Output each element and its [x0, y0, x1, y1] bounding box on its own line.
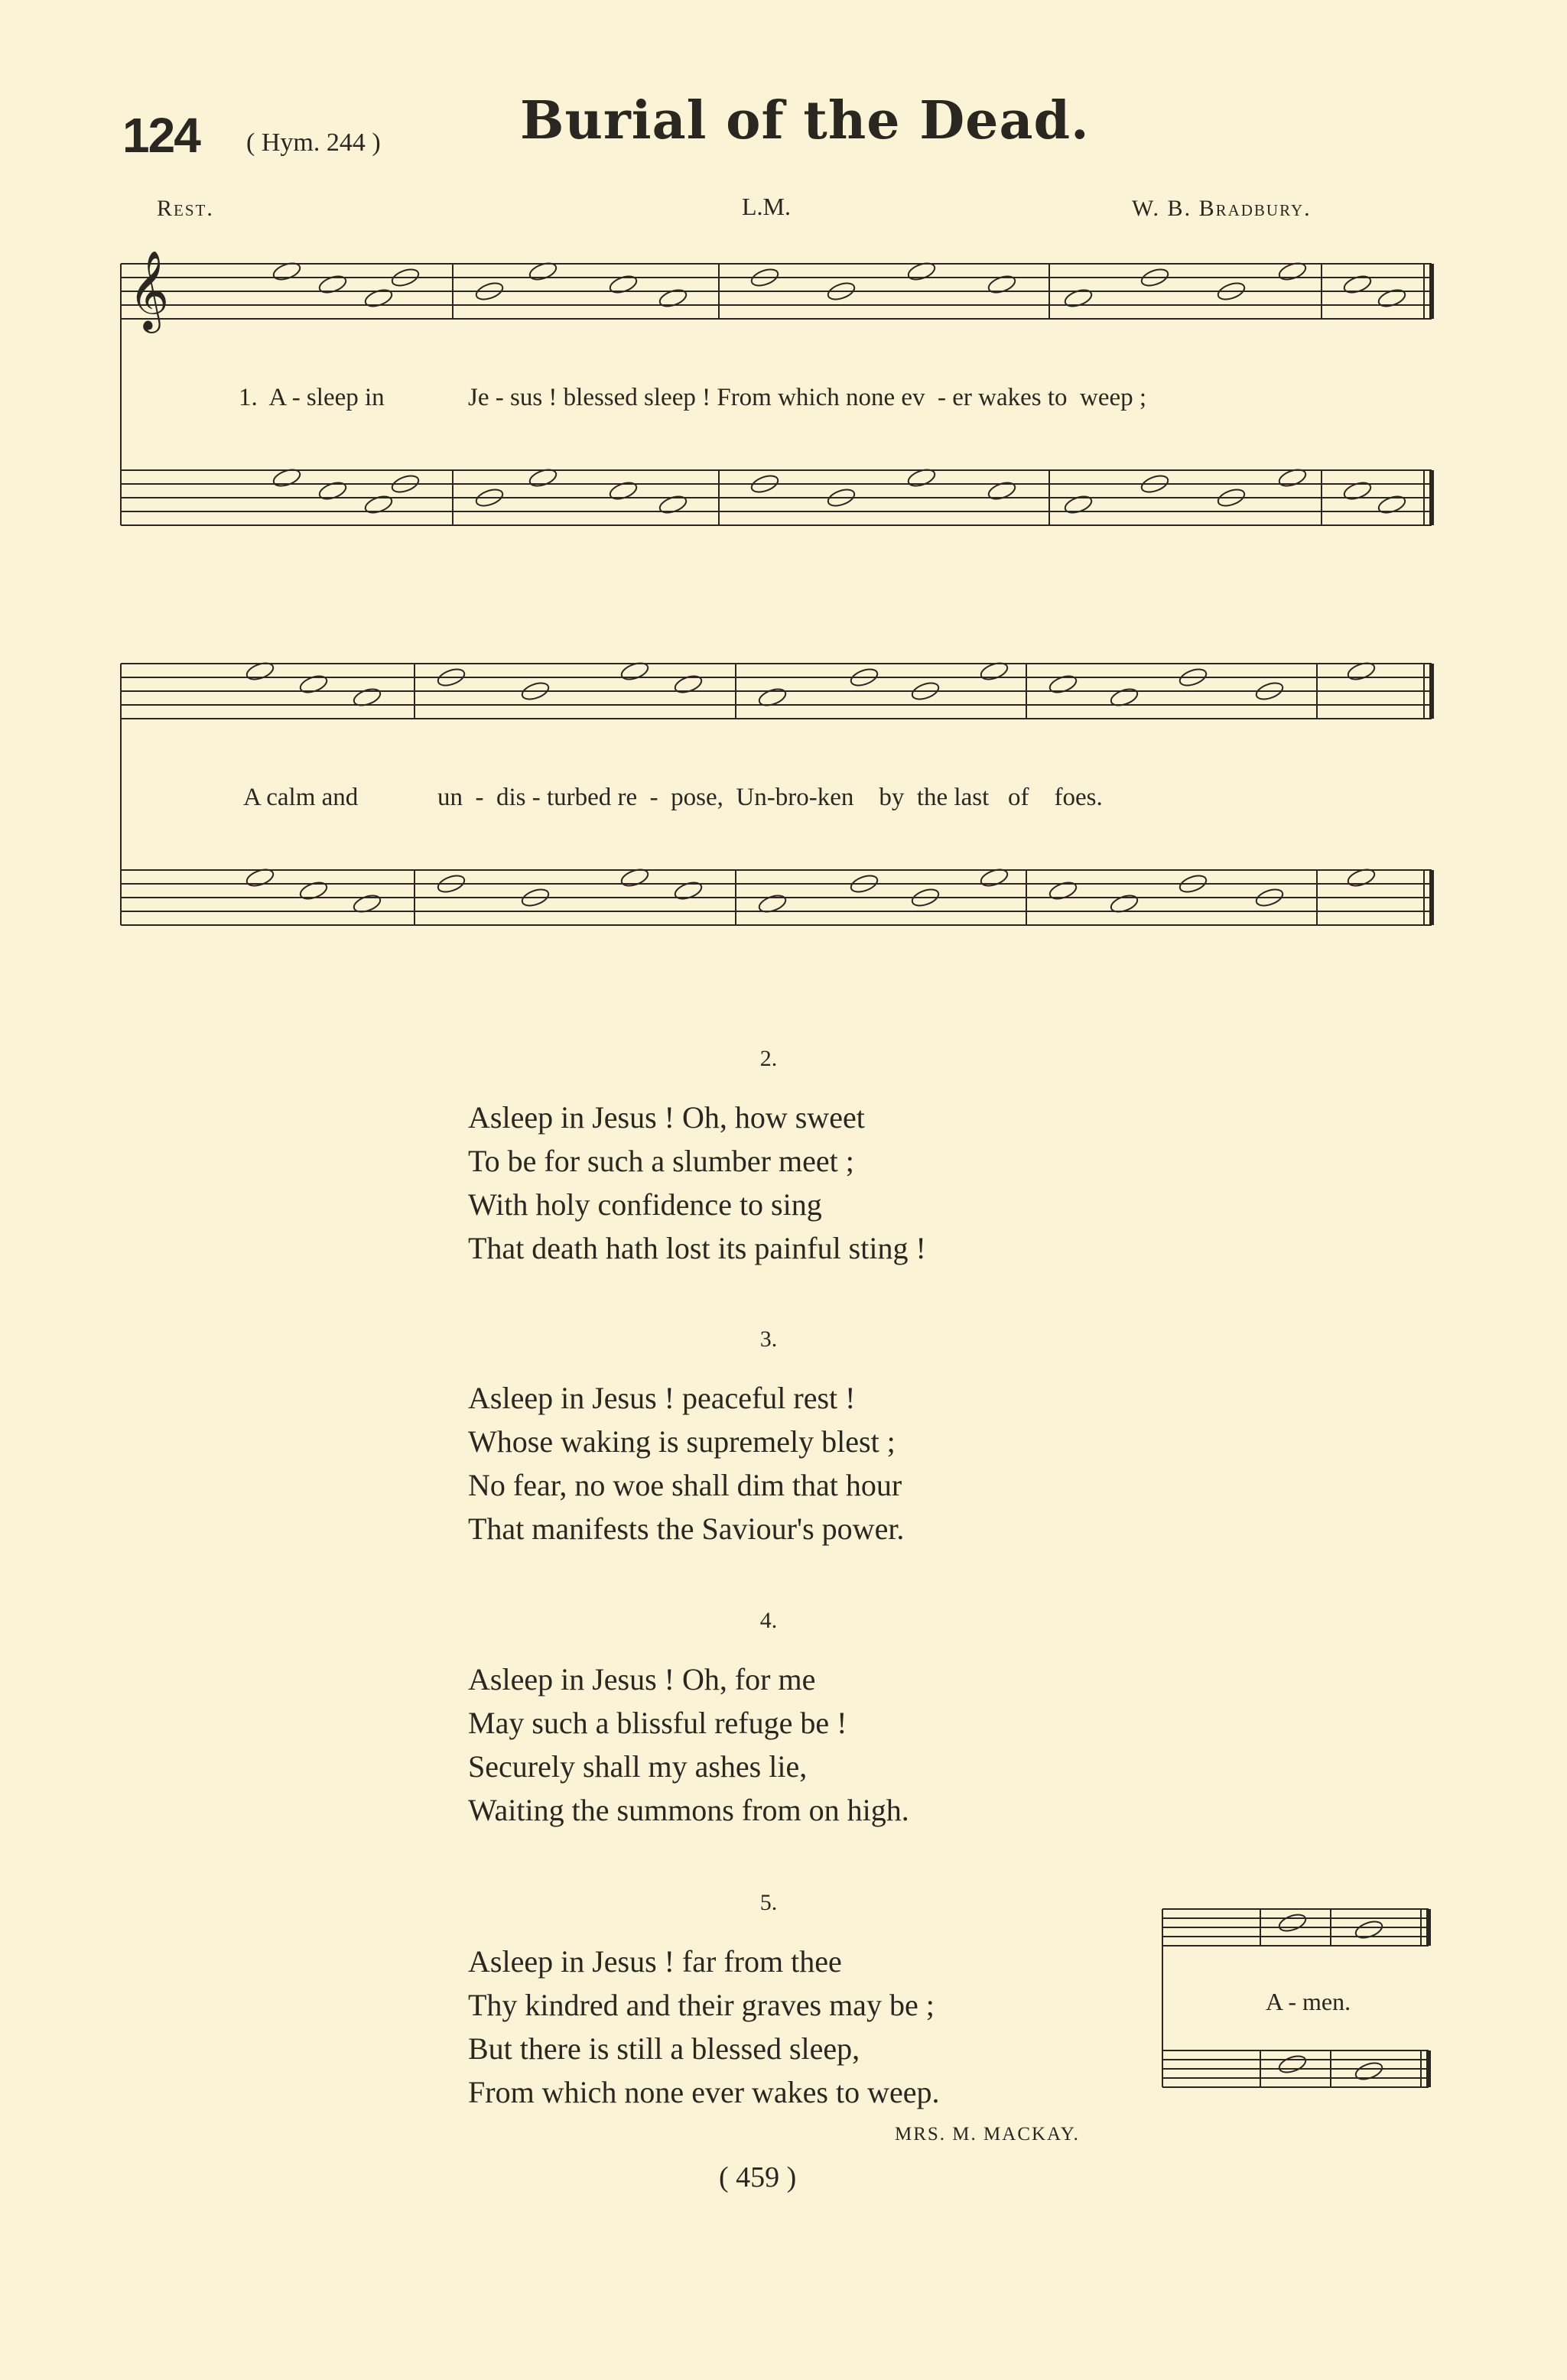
verse-number: 5. [759, 1890, 778, 1915]
verse-line: Thy kindred and their graves may be ; [468, 1988, 935, 2022]
verse-line: Waiting the summons from on high. [468, 1793, 909, 1827]
verse-line: May such a blissful refuge be ! [468, 1706, 847, 1740]
verse-2 [468, 1096, 926, 1270]
verse-line: Whose waking is supremely blest ; [468, 1424, 896, 1459]
verse-line: No fear, no woe shall dim that hour [468, 1468, 902, 1502]
page-number: ( 459 ) [719, 2161, 797, 2193]
page-title: Burial of the Dead. [520, 90, 1090, 151]
verse-line: To be for such a slumber meet ; [468, 1144, 854, 1178]
tune-name: Rest. [157, 196, 214, 221]
lyric-line-2: un - dis - turbed re - pose, Un-bro-ken by the last of foes. [437, 784, 1103, 811]
hymn-number: 124 [122, 108, 200, 163]
amen-lyric: A - men. [1266, 1988, 1351, 2015]
lyric-line-1-start: 1. A - sleep in [239, 384, 385, 411]
verse-number: 2. [759, 1046, 778, 1071]
verse-line: With holy confidence to sing [468, 1187, 822, 1222]
verse-number: 3. [759, 1326, 778, 1352]
verse-line: That manifests the Saviour's power. [468, 1511, 905, 1546]
verse-line: Securely shall my ashes lie, [468, 1749, 808, 1784]
lyric-line-1: Je - sus ! blessed sleep ! From which none ev - er wakes to weep ; [468, 384, 1147, 411]
verse-line: Asleep in Jesus ! Oh, for me [468, 1662, 816, 1697]
verse-line: Asleep in Jesus ! far from thee [468, 1944, 842, 1979]
verse-line: But there is still a blessed sleep, [468, 2031, 860, 2066]
verse-line: Asleep in Jesus ! peaceful rest ! [468, 1381, 856, 1415]
verse-number: 4. [759, 1608, 778, 1633]
verse-line: From which none ever wakes to weep. [468, 2075, 940, 2109]
hymn-reference: ( Hym. 244 ) [246, 128, 381, 157]
verse-4 [468, 1658, 909, 1832]
verse-5 [468, 1940, 939, 2114]
lyric-line-2-start: A calm and [243, 784, 359, 811]
composer: W. B. Bradbury. [1132, 196, 1312, 221]
meter: L.M. [742, 193, 791, 220]
svg-text:𝄞: 𝄞 [128, 250, 170, 330]
author: MRS. M. MACKAY. [895, 2124, 1080, 2145]
verse-line: Asleep in Jesus ! Oh, how sweet [468, 1100, 865, 1135]
verse-line: That death hath lost its painful sting ! [468, 1231, 926, 1265]
verse-3 [468, 1376, 904, 1550]
